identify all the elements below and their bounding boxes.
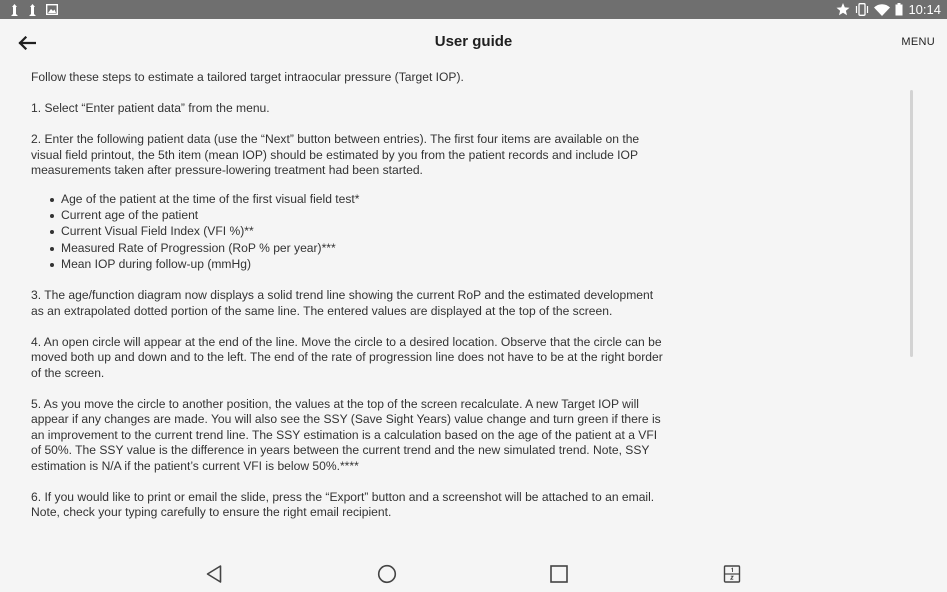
- status-bar: [0, 0, 947, 19]
- step-6-text: 6. If you would like to print or email the slide, press the “Export” button and a screenshot will be attached to an email. Note, check your typing carefully to ensure the right email recipient.: [31, 489, 655, 520]
- star-icon: [836, 3, 850, 16]
- back-triangle-icon[interactable]: [203, 563, 225, 585]
- status-time: 10:14: [908, 2, 941, 17]
- step-1-text: 1. Select “Enter patient data” from the menu.: [31, 101, 270, 115]
- patient-data-list: [31, 192, 666, 273]
- step-4-text: 4. An open circle will appear at the end of the line. Move the circle to a desired location. Observe that the circle can be moved both up and down and to the left. The end of the rate of progression line does not have to be at the right border of the screen.: [31, 334, 663, 380]
- notification-icon: [28, 4, 37, 16]
- list-item: Age of the patient at the time of the first visual field test*: [61, 192, 666, 208]
- intro-text: Follow these steps to estimate a tailored target intraocular pressure (Target IOP).: [31, 70, 464, 84]
- split-screen-icon[interactable]: [721, 563, 743, 585]
- menu-button[interactable]: MENU: [901, 36, 935, 48]
- step-2-text: 2. Enter the following patient data (use the “Next” button between entries). The first four items are available on the visual field printout, the 5th item (mean IOP) should be estimated by you from the patient records and include IOP measurements taken after pressure-lowering treatment had been started.: [31, 132, 640, 177]
- app-bar: [0, 19, 947, 67]
- user-guide-content: [31, 70, 666, 536]
- home-circle-icon[interactable]: [376, 563, 398, 585]
- step-3-text: 3. The age/function diagram now displays a solid trend line showing the current RoP and the estimated development as an extrapolated dotted portion of the same line. The entered values are displayed at the top of the screen.: [31, 288, 654, 318]
- notification-icon: [10, 4, 19, 16]
- vibrate-icon: [855, 3, 869, 16]
- navigation-bar: [0, 555, 947, 592]
- scrollbar[interactable]: [910, 90, 913, 357]
- list-item: Current age of the patient: [61, 208, 666, 224]
- status-bar-left: [0, 4, 58, 16]
- recents-square-icon[interactable]: [548, 563, 570, 585]
- image-icon: [46, 4, 58, 15]
- list-item: Current Visual Field Index (VFI %)**: [61, 224, 666, 240]
- battery-icon: [895, 3, 903, 16]
- step-5-text: 5. As you move the circle to another position, the values at the top of the screen recalculate. A new Target IOP will appear if any changes are made. You will also see the SSY (Save Sight Years) value change and turn green if there is an improvement to the current trend line. The SSY estimation is a calculation based on the age of the patient at a VFI of 50%. The SSY value is the difference in years between the current trend and the new simulated trend. Note, SSY estimation is N/A if the patient’s current VFI is below 50%.****: [31, 396, 661, 473]
- list-item: Measured Rate of Progression (RoP % per year)***: [61, 241, 666, 257]
- page-title: User guide: [434, 33, 513, 50]
- list-item: Mean IOP during follow-up (mmHg): [61, 257, 666, 273]
- wifi-icon: [874, 4, 890, 16]
- status-bar-right: [836, 2, 947, 17]
